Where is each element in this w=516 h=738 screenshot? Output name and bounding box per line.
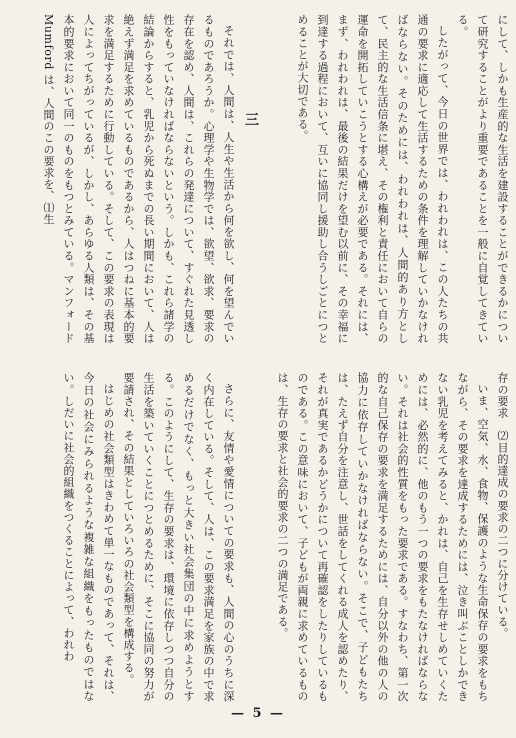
lower-right-text-column	[262, 372, 512, 702]
paragraph: さらに、友情や愛情についての要求も、人間の心のうちに深く内在している。そして、人は、この要求満足を家族の中で求めるだけでなく、もっと大きい社会集団の中に求めようとする。このようにして、生存の要求は、環境に依存しつつ自分の生活を築いていくことにつとめるために、そこに協同の努力が要請され、その結果としていろいろの社会類型を構成する。	[122, 372, 235, 702]
paragraph: したがって、今日の世界では、われわれは、この人たちの共通の要求に適応して生活するための条件を理解していかなければならない。そのためには、われわれは、人間的あり方として、民主的な生活信条に堪え、その権利と責任において自らの運命を開拓していこうとする心構えが必要である。それには、まず、われわれは、最後の結果だけを望む以前に、その幸福に到達する過程において、互いに協同し援助し合うしごとにつとめることが大切である。	[296, 14, 449, 344]
upper-left-text-column	[14, 14, 238, 344]
paragraph: いま、空気、水、食物、保護のような生命保存の要求をもちながら、その要求を達成するためには、泣き叫ぶことしかできない乳児を考えてみると、かれは、自己を生存せしめていくためには、必然的に、他のもう一つの要求をもたなければならない。それは社会的性質をもった要求である。すなわち、第一次的な自己保存の要求を満足するためには、自分以外の他の人の協力に依存していかなければならない。そこで、子どもたちは、たえず自分を注意し、世話をしてくれる成人を認めたり、それが真実であるかどうかについて再確認をしたりしているものである。この意味において、子どもが両親に求めているものは、生存の要求と社会的要求の二つの満足である。	[276, 372, 489, 702]
paragraph: にして、しかも生産的な生活を建設することができるかについて研究することがより重要であることを一般に自覚してきている。	[456, 14, 509, 344]
upper-right-text-column	[262, 14, 512, 344]
paragraph: 存の要求 ⑵目的達成の要求の二つに分けている。	[496, 372, 509, 639]
section-heading: 三	[243, 112, 259, 126]
paragraph: それでは、人間は、人生や生活から何を欲し、何を望んでいるものであろうか。心理学や生物学では、欲望、欲求、要求の存在を認め、人間は、これらの発達について、すぐれた見透し性をもっていなければならないという。しかも、これら諸学の結論からすると、乳児から死ぬまでの長い期間において、人は絶えず満足を求めているものであるから、人はつねに基本的要求を満足するために行動している。そして、この要求の表現は人によってちがっているが、しかし、あらゆる人類は、その基本的要求において同一のものをもつとみている。マンフォード Mumford は、人間のこの要求を、⑴生	[42, 14, 235, 344]
page-number: — 5 —	[230, 706, 286, 721]
lower-left-text-column	[14, 372, 238, 702]
paragraph: はじめの社会類型はきわめて単一なものであって、それは、今日の社会にみられるような複雑な組織をもったものではない。しだいに社会的組織をつくることによって、われわ	[62, 372, 115, 702]
